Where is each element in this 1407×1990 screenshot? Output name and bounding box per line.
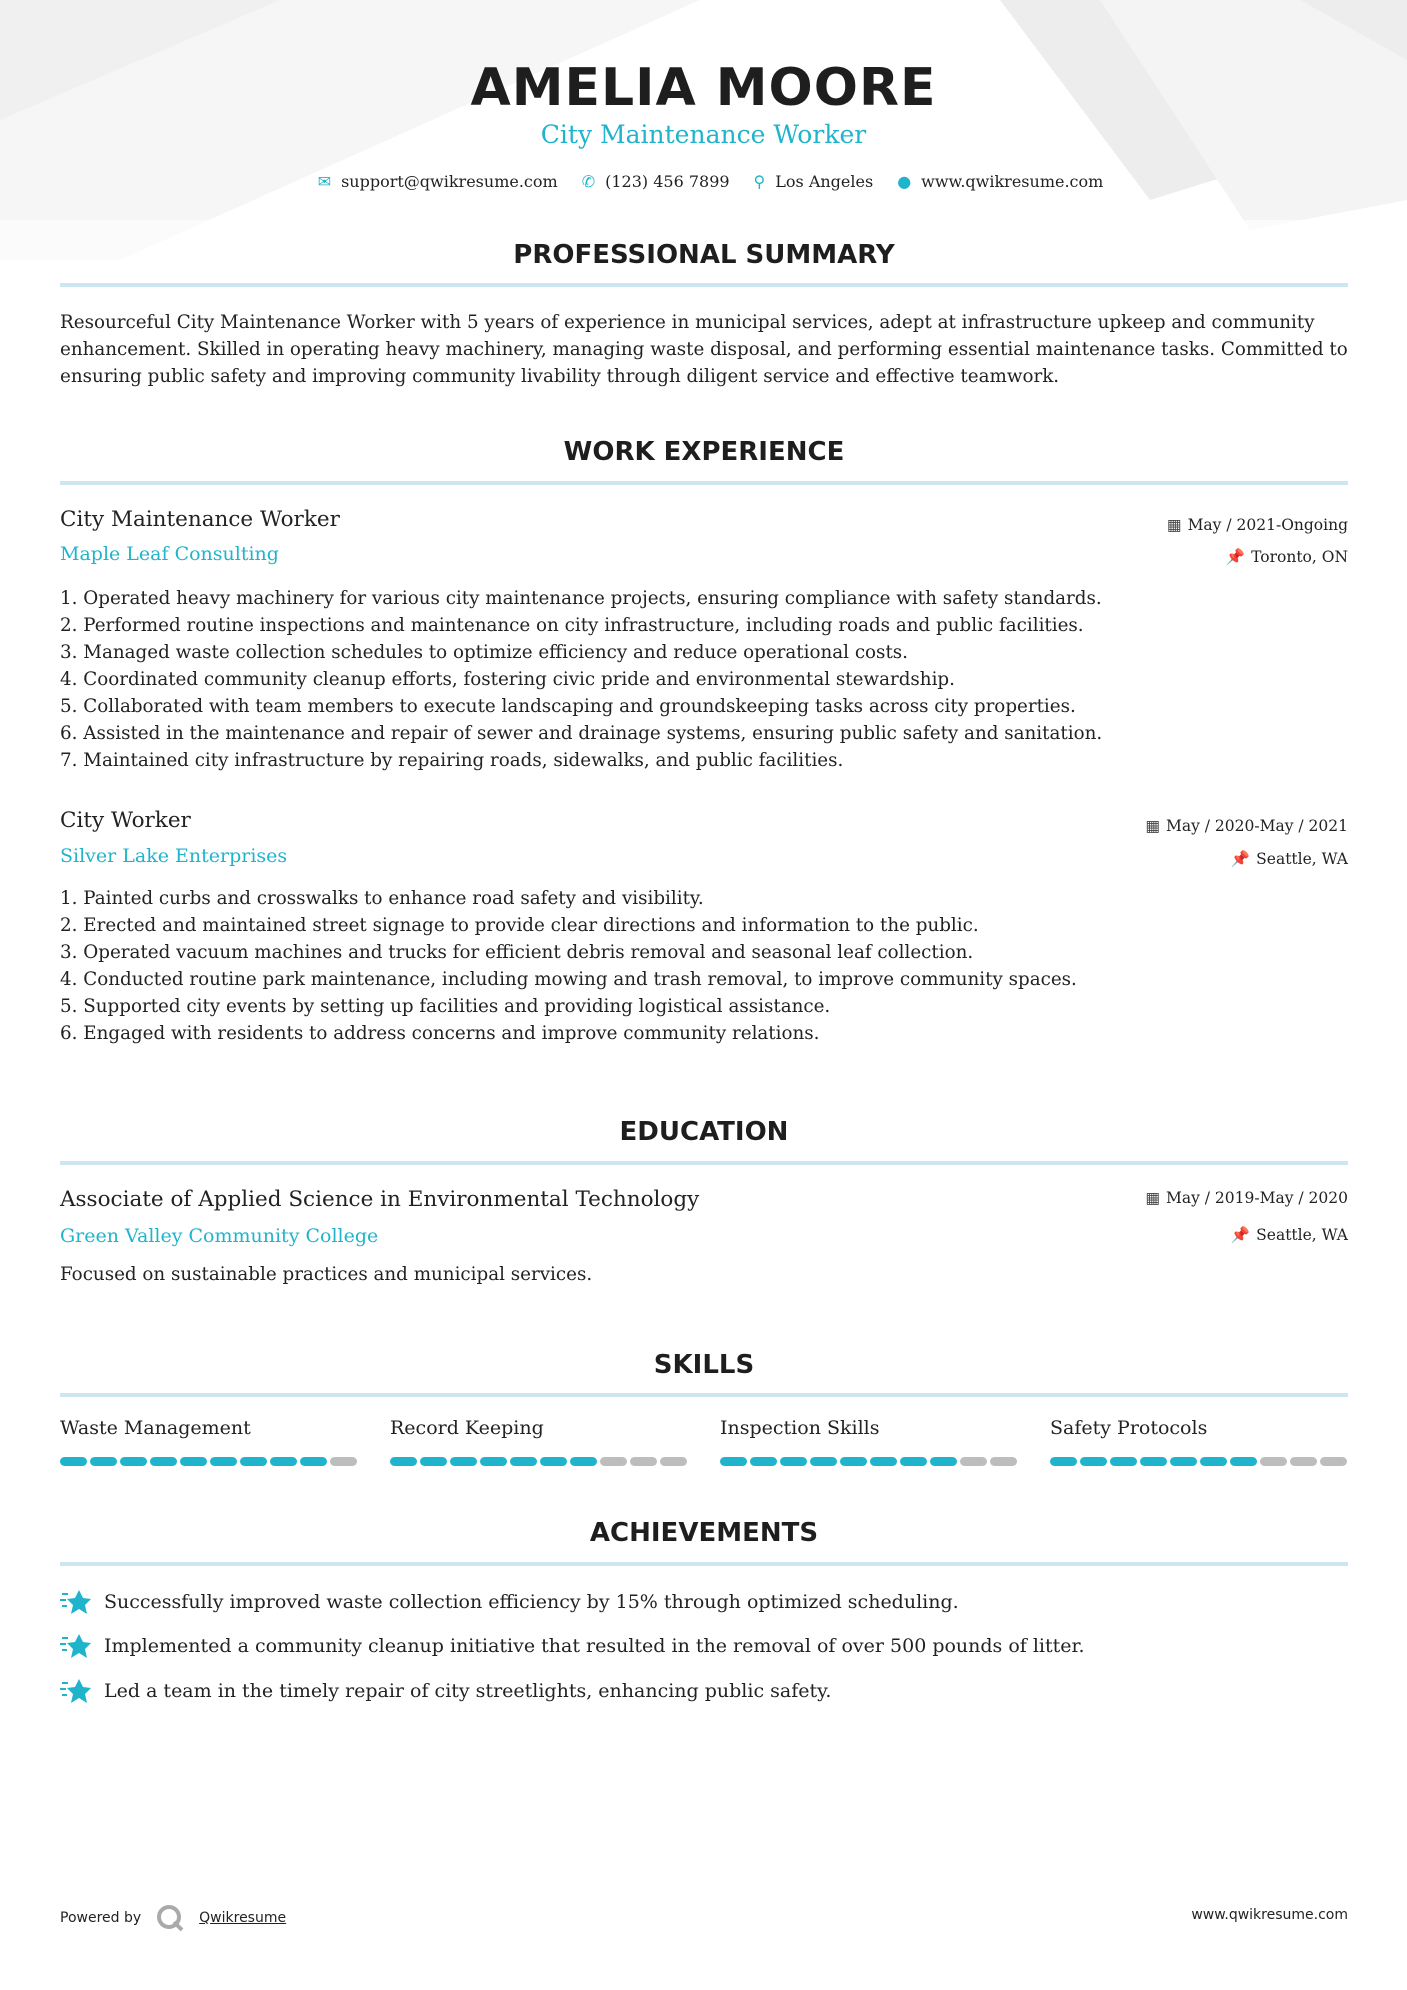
envelope-icon: ✉ [317, 172, 332, 191]
list-item: 1. Painted curbs and crosswalks to enhance road safety and visibility. [60, 888, 704, 909]
skill-level-segment [330, 1457, 357, 1466]
website[interactable]: www.qwikresume.com [921, 172, 1104, 191]
divider [60, 1562, 1348, 1566]
skill-level-bar [390, 1457, 690, 1466]
skill-level-segment [1290, 1457, 1317, 1466]
star-icon [60, 1632, 92, 1660]
skill-level-segment [1200, 1457, 1227, 1466]
list-item: 2. Erected and maintained street signage to provide clear directions and information to the public. [60, 915, 979, 936]
list-item: 1. Operated heavy machinery for various city maintenance projects, ensuring compliance with safety standards. [60, 588, 1102, 609]
degree: Associate of Applied Science in Environmental Technology [60, 1187, 700, 1212]
skill-level-segment [1080, 1457, 1107, 1466]
skill-level-segment [780, 1457, 807, 1466]
skill-name: Safety Protocols [1050, 1417, 1208, 1439]
job-bullets-1 [60, 585, 1350, 774]
skill-level-segment [120, 1457, 147, 1466]
skill-level-segment [270, 1457, 297, 1466]
skill-level-bar [1050, 1457, 1350, 1466]
skill-level-segment [420, 1457, 447, 1466]
location-text: Seattle, WA [1256, 850, 1348, 868]
divider [60, 283, 1348, 287]
list-item: 6. Assisted in the maintenance and repair of sewer and drainage systems, ensuring public safety and sanitation. [60, 723, 1103, 744]
skill-level-segment [90, 1457, 117, 1466]
map-pin-icon: ⚲ [753, 172, 766, 191]
footer-powered-by [60, 1903, 286, 1933]
skill-level-segment [840, 1457, 867, 1466]
skill-item [720, 1417, 1020, 1466]
date-text: May / 2019-May / 2020 [1165, 1189, 1348, 1207]
candidate-name: AMELIA MOORE [470, 58, 937, 118]
skill-level-segment [600, 1457, 627, 1466]
date-text: May / 2020-May / 2021 [1165, 817, 1348, 835]
date-text: May / 2021-Ongoing [1187, 516, 1348, 534]
pushpin-icon: 📌 [1230, 1226, 1251, 1244]
list-item: 3. Managed waste collection schedules to optimize efficiency and reduce operational costs. [60, 642, 908, 663]
skill-name: Waste Management [60, 1417, 251, 1439]
skill-level-segment [750, 1457, 777, 1466]
company-2: Silver Lake Enterprises [60, 845, 288, 867]
skill-level-segment [1140, 1457, 1167, 1466]
list-item: 3. Operated vacuum machines and trucks for efficient debris removal and seasonal leaf collection. [60, 942, 974, 963]
skill-level-segment [1260, 1457, 1287, 1466]
section-heading-skills: SKILLS [653, 1350, 755, 1380]
phone-icon: ✆ [581, 172, 596, 191]
globe-icon: ● [897, 172, 912, 191]
section-heading-education: EDUCATION [619, 1117, 789, 1147]
skill-name: Record Keeping [390, 1417, 544, 1439]
company-1: Maple Leaf Consulting [60, 543, 279, 565]
job-title-1: City Maintenance Worker [60, 507, 340, 532]
skill-level-segment [570, 1457, 597, 1466]
achievement-text: Led a team in the timely repair of city streetlights, enhancing public safety. [104, 1680, 832, 1702]
section-heading-summary: PROFESSIONAL SUMMARY [513, 240, 895, 270]
location-text: Seattle, WA [1256, 1226, 1348, 1244]
skill-item [1050, 1417, 1350, 1466]
skill-level-segment [900, 1457, 927, 1466]
skill-level-segment [300, 1457, 327, 1466]
star-icon [60, 1588, 92, 1616]
brand-link[interactable]: Qwikresume [199, 1910, 287, 1926]
calendar-icon: ▦ [1145, 1189, 1160, 1207]
skill-item [60, 1417, 360, 1466]
skill-level-segment [660, 1457, 687, 1466]
school: Green Valley Community College [60, 1225, 379, 1247]
phone: (123) 456 7899 [605, 172, 730, 191]
skill-level-segment [180, 1457, 207, 1466]
section-heading-experience: WORK EXPERIENCE [563, 437, 845, 467]
job-location-1 [1226, 548, 1348, 566]
skill-level-segment [870, 1457, 897, 1466]
pushpin-icon: 📌 [1230, 850, 1251, 868]
achievement-item [60, 1677, 831, 1705]
skill-level-segment [450, 1457, 477, 1466]
star-icon [60, 1677, 92, 1705]
email[interactable]: support@qwikresume.com [341, 172, 558, 191]
education-location [1231, 1226, 1348, 1244]
skill-level-bar [60, 1457, 360, 1466]
job-title-2: City Worker [60, 808, 191, 833]
skill-level-segment [990, 1457, 1017, 1466]
skill-level-segment [960, 1457, 987, 1466]
footer-website[interactable]: www.qwikresume.com [1191, 1907, 1348, 1923]
divider [60, 481, 1348, 485]
job-title: City Maintenance Worker [540, 120, 867, 149]
skill-level-segment [480, 1457, 507, 1466]
skill-level-segment [930, 1457, 957, 1466]
job-bullets-2 [60, 885, 1350, 1047]
achievement-item [60, 1632, 1085, 1660]
pushpin-icon: 📌 [1225, 548, 1246, 566]
skill-level-segment [150, 1457, 177, 1466]
skill-item [390, 1417, 690, 1466]
job-date-2 [1145, 817, 1348, 835]
skill-level-segment [1170, 1457, 1197, 1466]
skill-level-segment [630, 1457, 657, 1466]
skill-level-segment [810, 1457, 837, 1466]
achievement-text: Successfully improved waste collection efficiency by 15% through optimized scheduling. [104, 1591, 959, 1613]
list-item: 6. Engaged with residents to address concerns and improve community relations. [60, 1023, 820, 1044]
skill-level-segment [1050, 1457, 1077, 1466]
section-heading-achievements: ACHIEVEMENTS [589, 1518, 819, 1548]
skill-name: Inspection Skills [720, 1417, 880, 1439]
job-location-2 [1231, 850, 1348, 868]
education-date [1145, 1189, 1348, 1207]
skill-level-segment [720, 1457, 747, 1466]
list-item: 7. Maintained city infrastructure by repairing roads, sidewalks, and public facilities. [60, 750, 844, 771]
skill-level-segment [1110, 1457, 1137, 1466]
skills-list [60, 1417, 1350, 1466]
education-description: Focused on sustainable practices and municipal services. [60, 1264, 593, 1285]
skill-level-segment [510, 1457, 537, 1466]
divider [60, 1393, 1348, 1397]
location: Los Angeles [775, 172, 874, 191]
list-item: 4. Coordinated community cleanup efforts, fostering civic pride and environmental stewardship. [60, 669, 955, 690]
qwikresume-logo-icon [155, 1903, 185, 1933]
powered-by-label: Powered by [60, 1910, 142, 1926]
location-text: Toronto, ON [1251, 548, 1348, 566]
summary-text: Resourceful City Maintenance Worker with 5 years of experience in municipal services, adept at infrastructure upkeep and community enhancement. Skilled in operating heavy machinery, managing waste disposal, and performing essential maintenance tasks. Committed to ensuring public safety and improving community livability through diligent service and effective teamwork. [60, 312, 1348, 387]
achievement-item [60, 1588, 959, 1616]
list-item: 2. Performed routine inspections and maintenance on city infrastructure, including roads and public facilities. [60, 615, 1084, 636]
list-item: 5. Supported city events by setting up facilities and providing logistical assistance. [60, 996, 831, 1017]
list-item: 4. Conducted routine park maintenance, including mowing and trash removal, to improve community spaces. [60, 969, 1077, 990]
divider [60, 1161, 1348, 1165]
calendar-icon: ▦ [1166, 516, 1182, 534]
skill-level-bar [720, 1457, 1020, 1466]
skill-level-segment [60, 1457, 87, 1466]
skill-level-segment [1230, 1457, 1257, 1466]
skill-level-segment [1320, 1457, 1347, 1466]
skill-level-segment [240, 1457, 267, 1466]
skill-level-segment [540, 1457, 567, 1466]
skill-level-segment [210, 1457, 237, 1466]
job-date-1 [1167, 516, 1348, 534]
contact-bar [0, 172, 1407, 191]
list-item: 5. Collaborated with team members to execute landscaping and groundskeeping tasks across city properties. [60, 696, 1076, 717]
skill-level-segment [390, 1457, 417, 1466]
calendar-icon: ▦ [1145, 817, 1160, 835]
achievement-text: Implemented a community cleanup initiative that resulted in the removal of over 500 pounds of litter. [104, 1635, 1085, 1657]
